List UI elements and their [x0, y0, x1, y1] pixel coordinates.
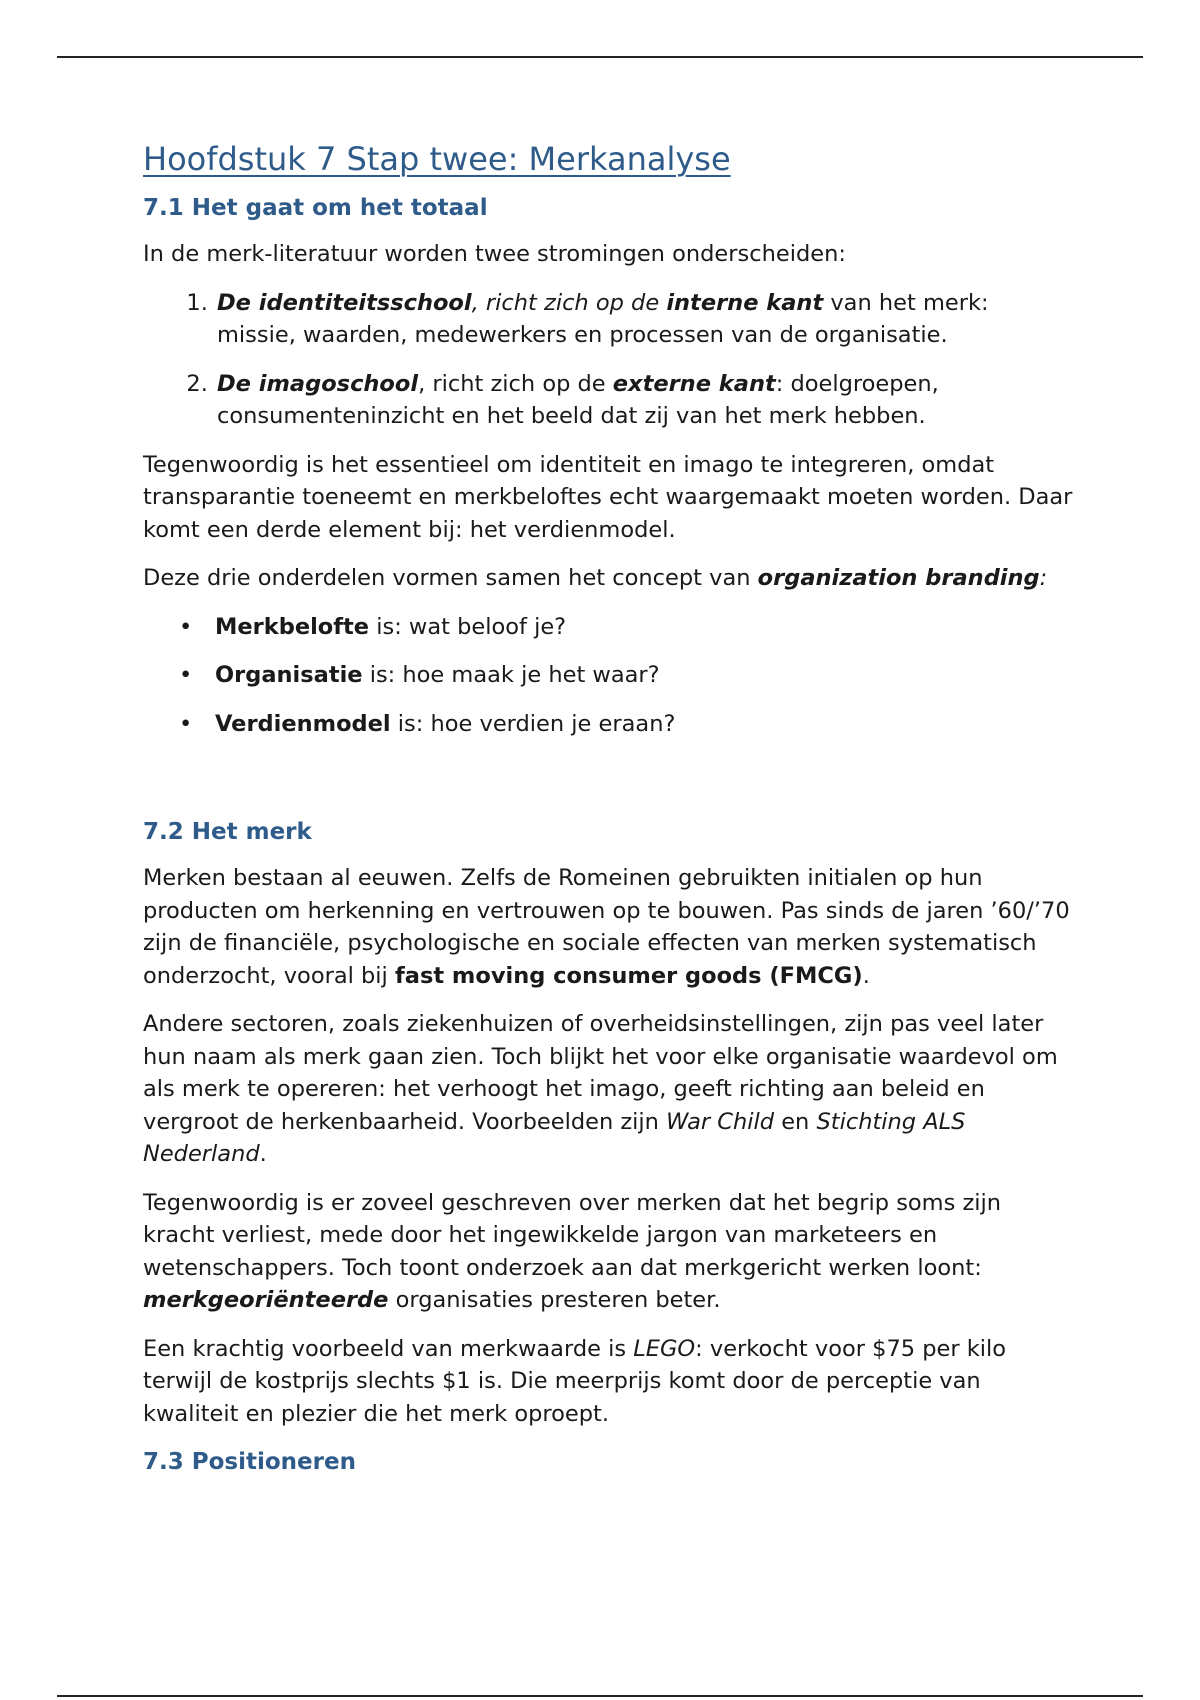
bullet-text: is: wat beloof je?	[369, 613, 567, 640]
list-text: van het merk: missie, waarden, medewerkers en processen van de organisatie.	[217, 289, 989, 348]
brand-name: LEGO	[633, 1335, 696, 1362]
paragraph-text: Merken bestaan al eeuwen. Zelfs de Romeinen gebruikten initialen op hun producten om herkenning en vertrouwen op te bouwen. Pas sinds de jaren ’60/’70 zijn de financiële, psychologische en sociale effecten van merken systematisch onderzocht, vooral bij	[143, 865, 1070, 989]
paragraph-text: : verkocht voor $75 per kilo terwijl de kostprijs slechts $1 is. Die meerprijs komt door de perceptie van kwaliteit en plezier die het merk oproept.	[143, 1335, 1007, 1427]
list-text: , richt zich op de	[418, 370, 613, 397]
list-item-image-school	[215, 368, 1073, 433]
example-name: Stichting ALS Nederland	[143, 1108, 966, 1167]
chapter-title: Hoofdstuk 7 Stap twee: Merkanalyse	[143, 140, 731, 178]
key-term: externe kant	[612, 370, 776, 397]
section-title-7-3: 7.3 Positioneren	[143, 1449, 356, 1475]
list-item-merkbelofte	[179, 611, 1073, 644]
paragraph-text: en	[774, 1108, 817, 1135]
list-text: : doelgroepen, consumenteninzicht en het beeld dat zij van het merk hebben.	[217, 370, 939, 429]
section-7-1-intro: In de merk-literatuur worden twee stromingen onderscheiden:	[143, 241, 846, 267]
section-title-7-2: 7.2 Het merk	[143, 819, 312, 845]
section-title-7-1: 7.1 Het gaat om het totaal	[143, 195, 488, 221]
bullet-icon: •	[179, 613, 193, 640]
bullet-term: Organisatie	[215, 662, 363, 688]
key-term: interne kant	[666, 289, 824, 316]
term: De identiteitsschool	[217, 289, 472, 316]
document-body	[143, 138, 1073, 1492]
bullet-icon: •	[179, 710, 193, 737]
term: De imagoschool	[217, 370, 419, 397]
footer-rule	[57, 1695, 1143, 1697]
paragraph-text: .	[862, 962, 870, 989]
header-rule	[57, 56, 1143, 58]
section-7-1-paragraph-2: Tegenwoordig is het essentieel om identiteit en imago te integreren, omdat transparantie toeneemt en merkbeloftes echt waargemaakt moeten worden. Daar komt een derde element bij: het verdienmodel.	[143, 451, 1073, 543]
list-text: , richt zich op de	[471, 289, 667, 316]
key-term: merkgeoriënteerde	[143, 1287, 389, 1313]
paragraph-text: Een krachtig voorbeeld van merkwaarde is	[143, 1335, 634, 1362]
section-7-2-paragraph-3	[143, 1187, 1073, 1317]
list-item-identity-school	[215, 287, 1073, 352]
school-list	[143, 287, 1073, 433]
paragraph-text: :	[1039, 565, 1048, 591]
bullet-term: Merkbelofte	[215, 613, 370, 640]
bullet-icon: •	[179, 662, 193, 688]
bullet-text: is: hoe maak je het waar?	[362, 662, 660, 688]
example-name: War Child	[666, 1108, 775, 1135]
list-item-organisatie	[179, 659, 1073, 692]
key-term: organization branding	[757, 565, 1040, 591]
list-item-verdienmodel	[179, 708, 1073, 741]
paragraph-text: Andere sectoren, zoals ziekenhuizen of overheidsinstellingen, zijn pas veel later hun naam als merk gaan zien. Toch blijkt het voor elke organisatie waardevol om als merk te opereren: het verhoogt het imago, geeft richting aan beleid en vergroot de herkenbaarheid. Voorbeelden zijn	[143, 1011, 1058, 1135]
section-7-2-paragraph-4	[143, 1333, 1073, 1431]
branding-elements-list	[143, 611, 1073, 741]
section-gap	[143, 756, 1073, 816]
paragraph-text: Deze drie onderdelen vormen samen het concept van	[143, 565, 758, 591]
paragraph-text: organisaties presteren beter.	[388, 1287, 721, 1313]
paragraph-text: .	[259, 1141, 267, 1167]
bullet-text: is: hoe verdien je eraan?	[390, 710, 676, 737]
section-7-2-paragraph-1	[143, 862, 1073, 992]
section-7-1-paragraph-3	[143, 562, 1073, 595]
key-term: fast moving consumer goods (FMCG)	[394, 962, 863, 989]
paragraph-text: Tegenwoordig is er zoveel geschreven over merken dat het begrip soms zijn kracht verliest, mede door het ingewikkelde jargon van marketeers en wetenschappers. Toch toont onderzoek aan dat merkgericht werken loont:	[143, 1189, 1002, 1281]
bullet-term: Verdienmodel	[215, 710, 391, 737]
section-7-2-paragraph-2	[143, 1008, 1073, 1171]
